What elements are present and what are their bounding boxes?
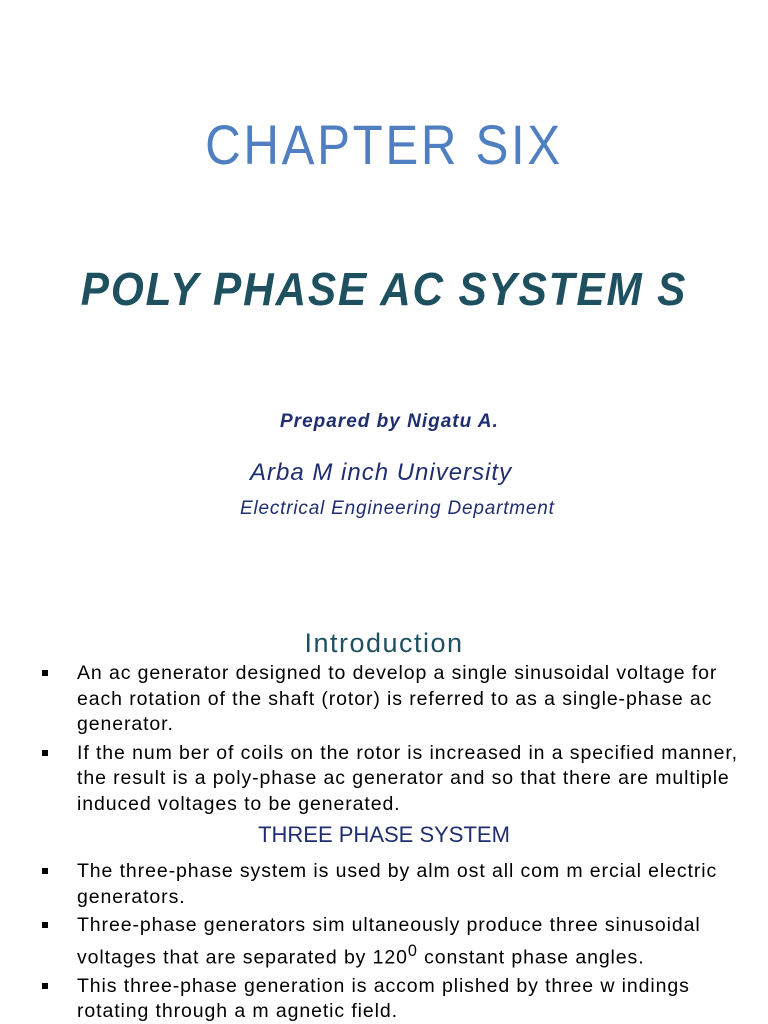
bullet-square-icon — [42, 750, 48, 756]
bullet-square-icon — [42, 983, 48, 989]
bullet-text-suffix: constant phase angles. — [417, 946, 645, 968]
bullet-text: An ac generator designed to develop a single sinusoidal voltage for each rotation of the shaft (rotor) is referred to as a single-phase ac generator. — [77, 662, 718, 735]
author-line: Prepared by Nigatu A. — [280, 411, 499, 432]
list-item — [40, 741, 740, 818]
section-heading-introduction: Introduction — [304, 628, 464, 658]
subsection-heading-three-phase: THREE PHASE SYSTEM — [258, 822, 510, 847]
list-item — [40, 913, 740, 971]
university-name: Arba M inch University — [250, 459, 513, 486]
department-name: Electrical Engineering Department — [240, 498, 555, 519]
bullet-square-icon — [42, 868, 48, 874]
chapter-title: CHAPTER SIX — [205, 113, 563, 176]
bullet-square-icon — [42, 670, 48, 676]
bullet-square-icon — [42, 922, 48, 928]
main-title: POLY PHASE AC SYSTEM S — [80, 263, 688, 315]
degree-superscript: 0 — [407, 941, 418, 960]
bullet-text: Three-phase generators sim ultaneously produce three sinusoidal voltages that are separated by 120 — [77, 914, 701, 968]
bullet-text: The three-phase system is used by alm ost all com m ercial electric generators. — [77, 860, 718, 908]
list-item — [40, 859, 740, 910]
list-item — [40, 974, 740, 1024]
bullet-text: This three-phase generation is accom plished by three w indings rotating through a m agnetic field. — [77, 974, 690, 1022]
bullet-text: If the num ber of coils on the rotor is increased in a specified manner, the result is a poly-phase ac generator and so that there are multiple induced voltages to be generated. — [77, 741, 738, 815]
intro-bullet-list — [40, 661, 740, 820]
list-item — [40, 661, 740, 738]
three-phase-bullet-list — [40, 859, 740, 1024]
